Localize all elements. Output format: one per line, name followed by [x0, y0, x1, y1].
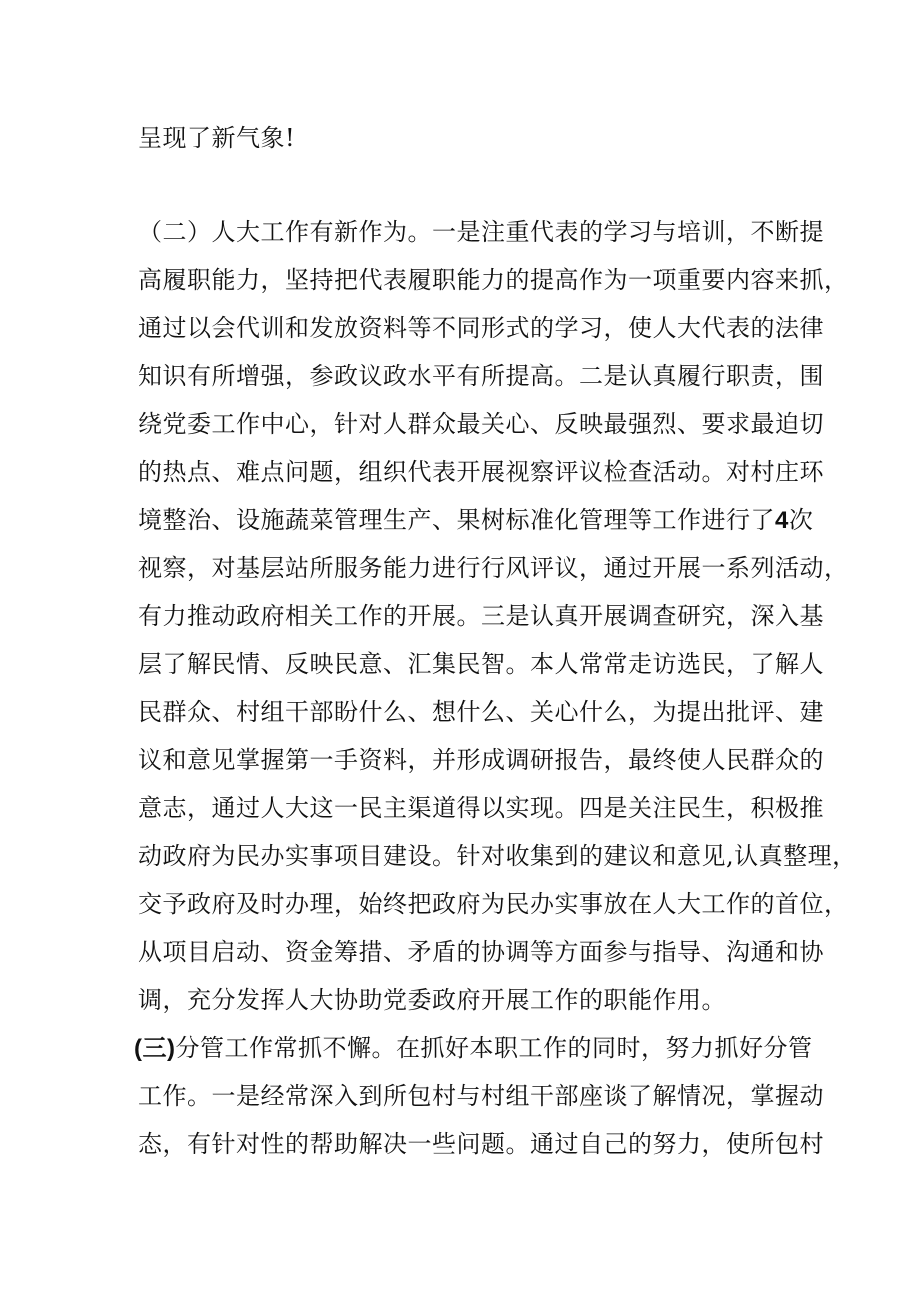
text-line: 从项目启动、资金筹措、矛盾的协调等方面参与指导、沟通和协 [138, 938, 824, 966]
text-line: 高履职能力，坚持把代表履职能力的提高作为一项重要内容来抓， [138, 266, 849, 294]
text-line: 绕党委工作中心，针对人群众最关心、反映最强烈、要求最迫切 [138, 410, 824, 438]
text-line: 知识有所增强，参政议政水平有所提高。二是认真履行职责，围 [138, 362, 824, 390]
text-line: 通过以会代训和发放资料等不同形式的学习，使人大代表的法律 [138, 314, 824, 342]
text-line: 呈现了新气象! [138, 124, 296, 152]
text-segment: 分管工作常抓不懈。在抓好本职工作的同时，努力抓好分管 [175, 1034, 813, 1062]
text-line: 层了解民情、反映民意、汇集民智。本人常常走访选民，了解人 [138, 650, 824, 678]
text-line: 议和意见掌握第一手资料，并形成调研报告，最终使人民群众的 [138, 746, 824, 774]
text-line: 民群众、村组干部盼什么、想什么、关心什么，为提出批评、建 [138, 698, 824, 726]
text-segment: 次 [788, 506, 814, 534]
text-segment: 境整治、设施蔬菜管理生产、果树标准化管理等工作进行了 [138, 506, 775, 534]
text-line: 动政府为民办实事项目建设。针对收集到的建议和意见,认真整理， [138, 842, 857, 870]
text-line: 态，有针对性的帮助解决一些问题。通过自己的努力，使所包村 [138, 1130, 824, 1158]
text-line: 的热点、难点问题，组织代表开展视察评议检查活动。对村庄环 [138, 458, 824, 486]
text-line: 意志，通过人大这一民主渠道得以实现。四是关注民生，积极推 [138, 794, 824, 822]
text-line: 视察，对基层站所服务能力进行行风评议，通过开展一系列活动， [138, 554, 849, 582]
section-3-heading-line [134, 1032, 813, 1065]
section-3-number: (三) [134, 1035, 176, 1062]
text-line: 有力推动政府相关工作的开展。三是认真开展调查研究，深入基 [138, 602, 824, 630]
text-line: 工作。一是经常深入到所包村与村组干部座谈了解情况，掌握动 [138, 1082, 824, 1110]
text-line: 调，充分发挥人大协助党委政府开展工作的职能作用。 [138, 986, 726, 1014]
text-line: 交予政府及时办理，始终把政府为民办实事放在人大工作的首位， [138, 890, 849, 918]
number-4: 4 [775, 507, 789, 534]
section-2-heading-line: （二）人大工作有新作为。一是注重代表的学习与培训，不断提 [138, 218, 824, 246]
text-line [138, 504, 814, 537]
